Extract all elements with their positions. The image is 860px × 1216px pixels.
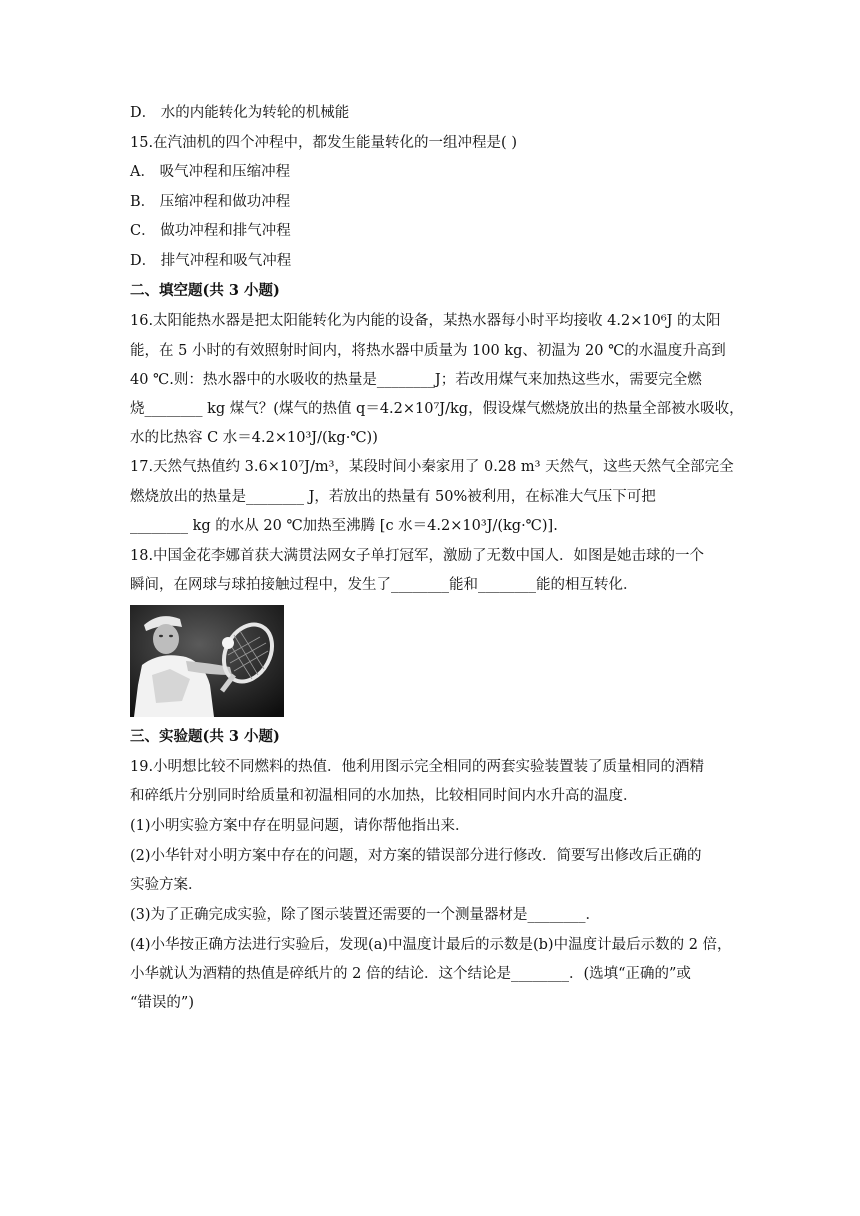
question-16-line-2: 能，在 5 小时的有效照射时间内，将热水器中质量为 100 kg、初温为 20 ℃的水温度升高到 (130, 343, 726, 359)
question-19-line-1: 19.小明想比较不同燃料的热值．他利用图示完全相同的两套实验装置装了质量相同的酒精 (130, 759, 705, 775)
question-17-line-3: ________ kg 的水从 20 ℃加热至沸腾 [c 水＝4.2×10³J/(kg·℃)]. (130, 518, 558, 534)
tennis-player-photo (130, 605, 284, 717)
question-16-line-4: 烧________ kg 煤气？(煤气的热值 q＝4.2×10⁷J/kg，假设煤气燃烧放出的热量全部被水吸收， (130, 401, 744, 417)
question-17-line-2: 燃烧放出的热量是________ J，若放出的热量有 50%被利用，在标准大气压下可把 (130, 489, 656, 505)
section-heading-experiment: 三、实验题(共 3 小题) (130, 728, 280, 745)
option-15b: B． 压缩冲程和做功冲程 (130, 194, 291, 210)
question-17-line-1: 17.天然气热值约 3.6×10⁷J/m³，某段时间小秦家用了 0.28 m³ 天然气，这些天然气全部完全 (130, 459, 734, 475)
question-15: 15.在汽油机的四个冲程中，都发生能量转化的一组冲程是( ) (130, 135, 517, 151)
option-15d: D． 排气冲程和吸气冲程 (130, 253, 292, 269)
question-16-line-3: 40 ℃.则：热水器中的水吸收的热量是________J；若改用煤气来加热这些水，需要完全燃 (130, 372, 702, 388)
option-15c: C． 做功冲程和排气冲程 (130, 223, 291, 239)
question-19-part-3: (3)为了正确完成实验，除了图示装置还需要的一个测量器材是________． (130, 907, 601, 923)
question-19-line-2: 和碎纸片分别同时给质量和初温相同的水加热，比较相同时间内水升高的温度． (130, 788, 638, 804)
option-15a: A． 吸气冲程和压缩冲程 (130, 164, 291, 180)
question-16-line-1: 16.太阳能热水器是把太阳能转化为内能的设备，某热水器每小时平均接收 4.2×10⁶J 的太阳 (130, 313, 721, 329)
question-18-line-2: 瞬间，在网球与球拍接触过程中，发生了________能和________能的相互转化． (130, 577, 638, 593)
question-16-line-5: 水的比热容 C 水＝4.2×10³J/(kg·℃)) (130, 430, 378, 446)
question-19-part-2-line-1: (2)小华针对小明方案中存在的问题，对方案的错误部分进行修改．简要写出修改后正确的 (130, 848, 702, 864)
question-18-line-1: 18.中国金花李娜首获大满贯法网女子单打冠军，激励了无数中国人．如图是她击球的一个 (130, 548, 705, 564)
question-19-part-4-line-2: 小华就认为酒精的热值是碎纸片的 2 倍的结论．这个结论是________．(选填“正确的”或 (130, 966, 691, 982)
question-19-part-4-line-3: “错误的”) (130, 995, 194, 1011)
option-14d: D． 水的内能转化为转轮的机械能 (130, 105, 350, 121)
question-19-part-1: (1)小明实验方案中存在明显问题，请你帮他指出来． (130, 818, 470, 834)
question-19-part-4-line-1: (4)小华按正确方法进行实验后，发现(a)中温度计最后的示数是(b)中温度计最后示数的 2 倍， (130, 937, 732, 953)
section-heading-fill-in: 二、填空题(共 3 小题) (130, 282, 280, 299)
question-19-part-2-line-2: 实验方案． (130, 877, 203, 893)
